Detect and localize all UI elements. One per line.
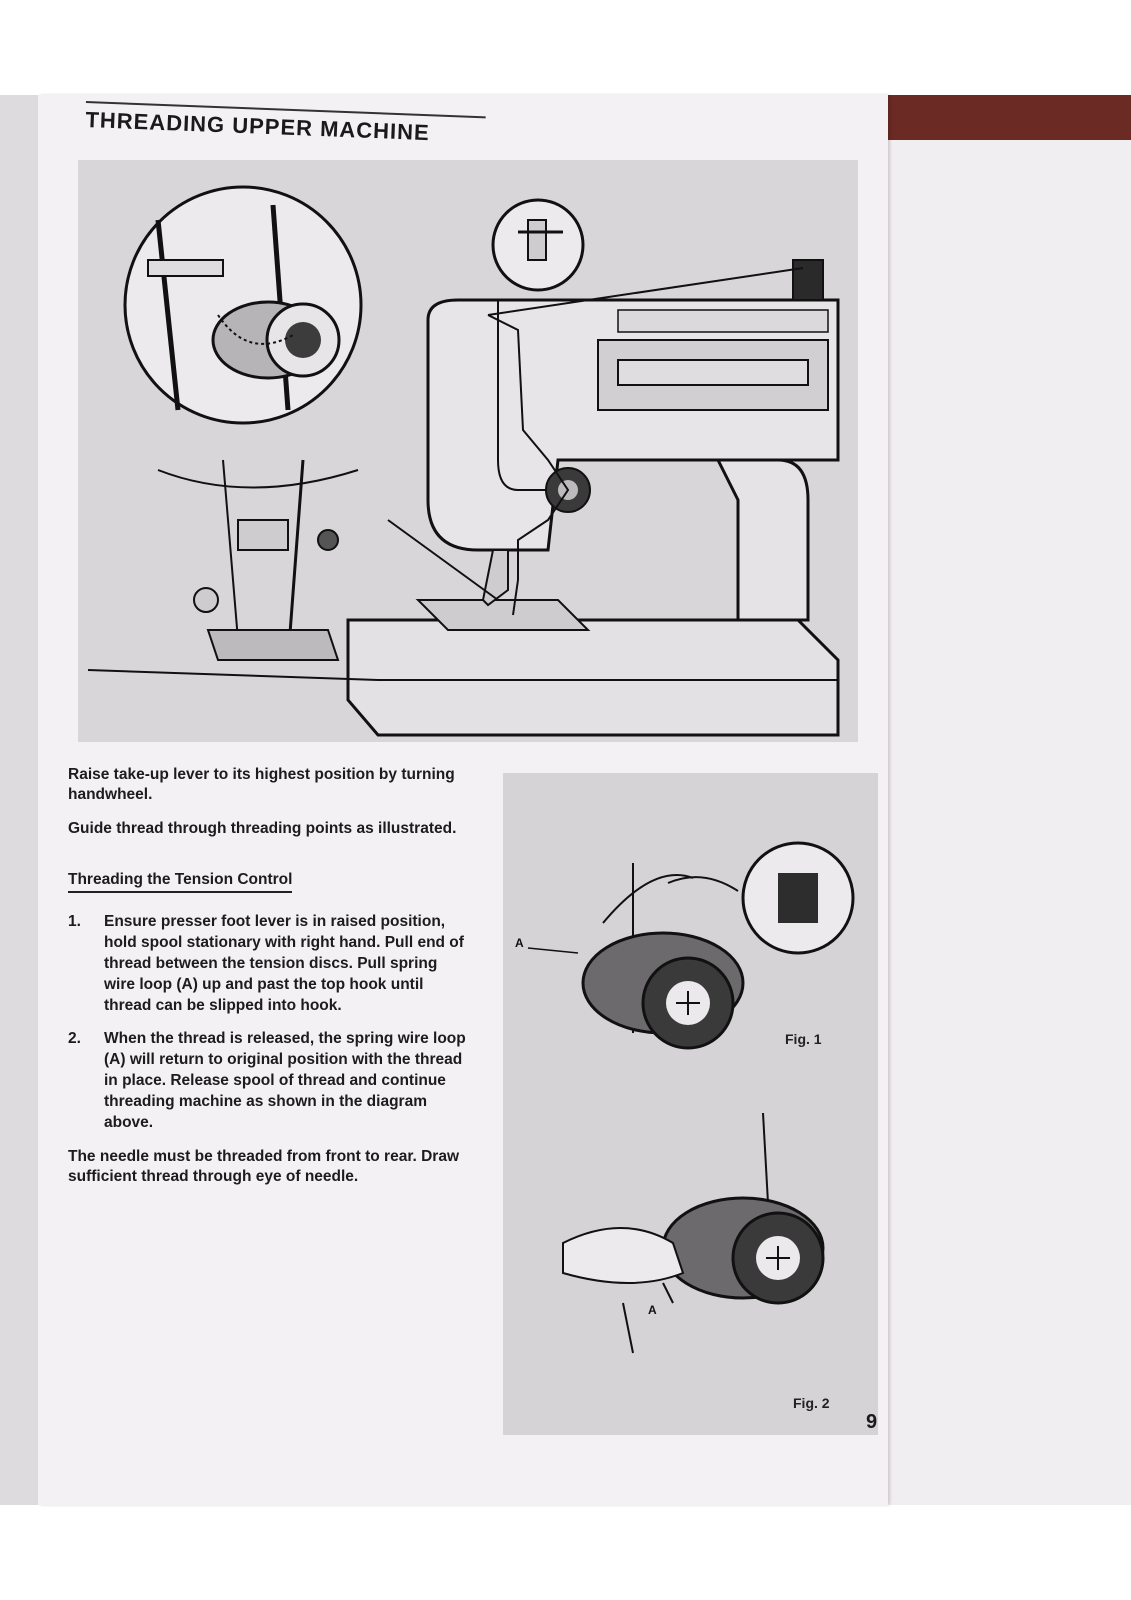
step-item: [68, 911, 468, 1016]
callout-a-fig2: A: [648, 1303, 657, 1317]
step-number: 1.: [68, 913, 81, 930]
photo-background: [0, 95, 1131, 1505]
step-item: [68, 1028, 468, 1133]
fig2-label: Fig. 2: [793, 1395, 830, 1411]
page-number: 9: [866, 1411, 878, 1433]
page-edge: [0, 95, 40, 1505]
step-text: Ensure presser foot lever is in raised position, hold spool stationary with right hand. Pull end of thread between the tension discs. Pull spring wire loop (A) up and past the top hook until thread can be slipped into hook.: [104, 913, 464, 1014]
step-number: 2.: [68, 1030, 81, 1047]
final-note: The needle must be threaded from front to rear. Draw sufficient thread through eye of needle.: [68, 1148, 460, 1185]
step-text: When the thread is released, the spring wire loop (A) will return to original position with the thread in place. Release spool of thread and continue threading machine as shown in the diagram above.: [104, 1030, 466, 1131]
intro-paragraph-1: Raise take-up lever to its highest position by turning handwheel.: [68, 766, 455, 803]
sewing-machine-illustration: [78, 160, 858, 742]
adjacent-page: [880, 140, 1131, 1505]
intro-paragraph-2: Guide thread through threading points as illustrated.: [68, 820, 457, 837]
manual-page: [38, 95, 888, 1505]
page-title: THREADING UPPER MACHINE: [85, 107, 431, 146]
steps-list: [68, 911, 468, 1133]
subheading: Threading the Tension Control: [68, 871, 292, 893]
instructions-column: [68, 765, 468, 1201]
tension-figures: [503, 773, 878, 1435]
fig1-label: Fig. 1: [785, 1031, 822, 1047]
callout-a-fig1: A: [515, 936, 524, 950]
